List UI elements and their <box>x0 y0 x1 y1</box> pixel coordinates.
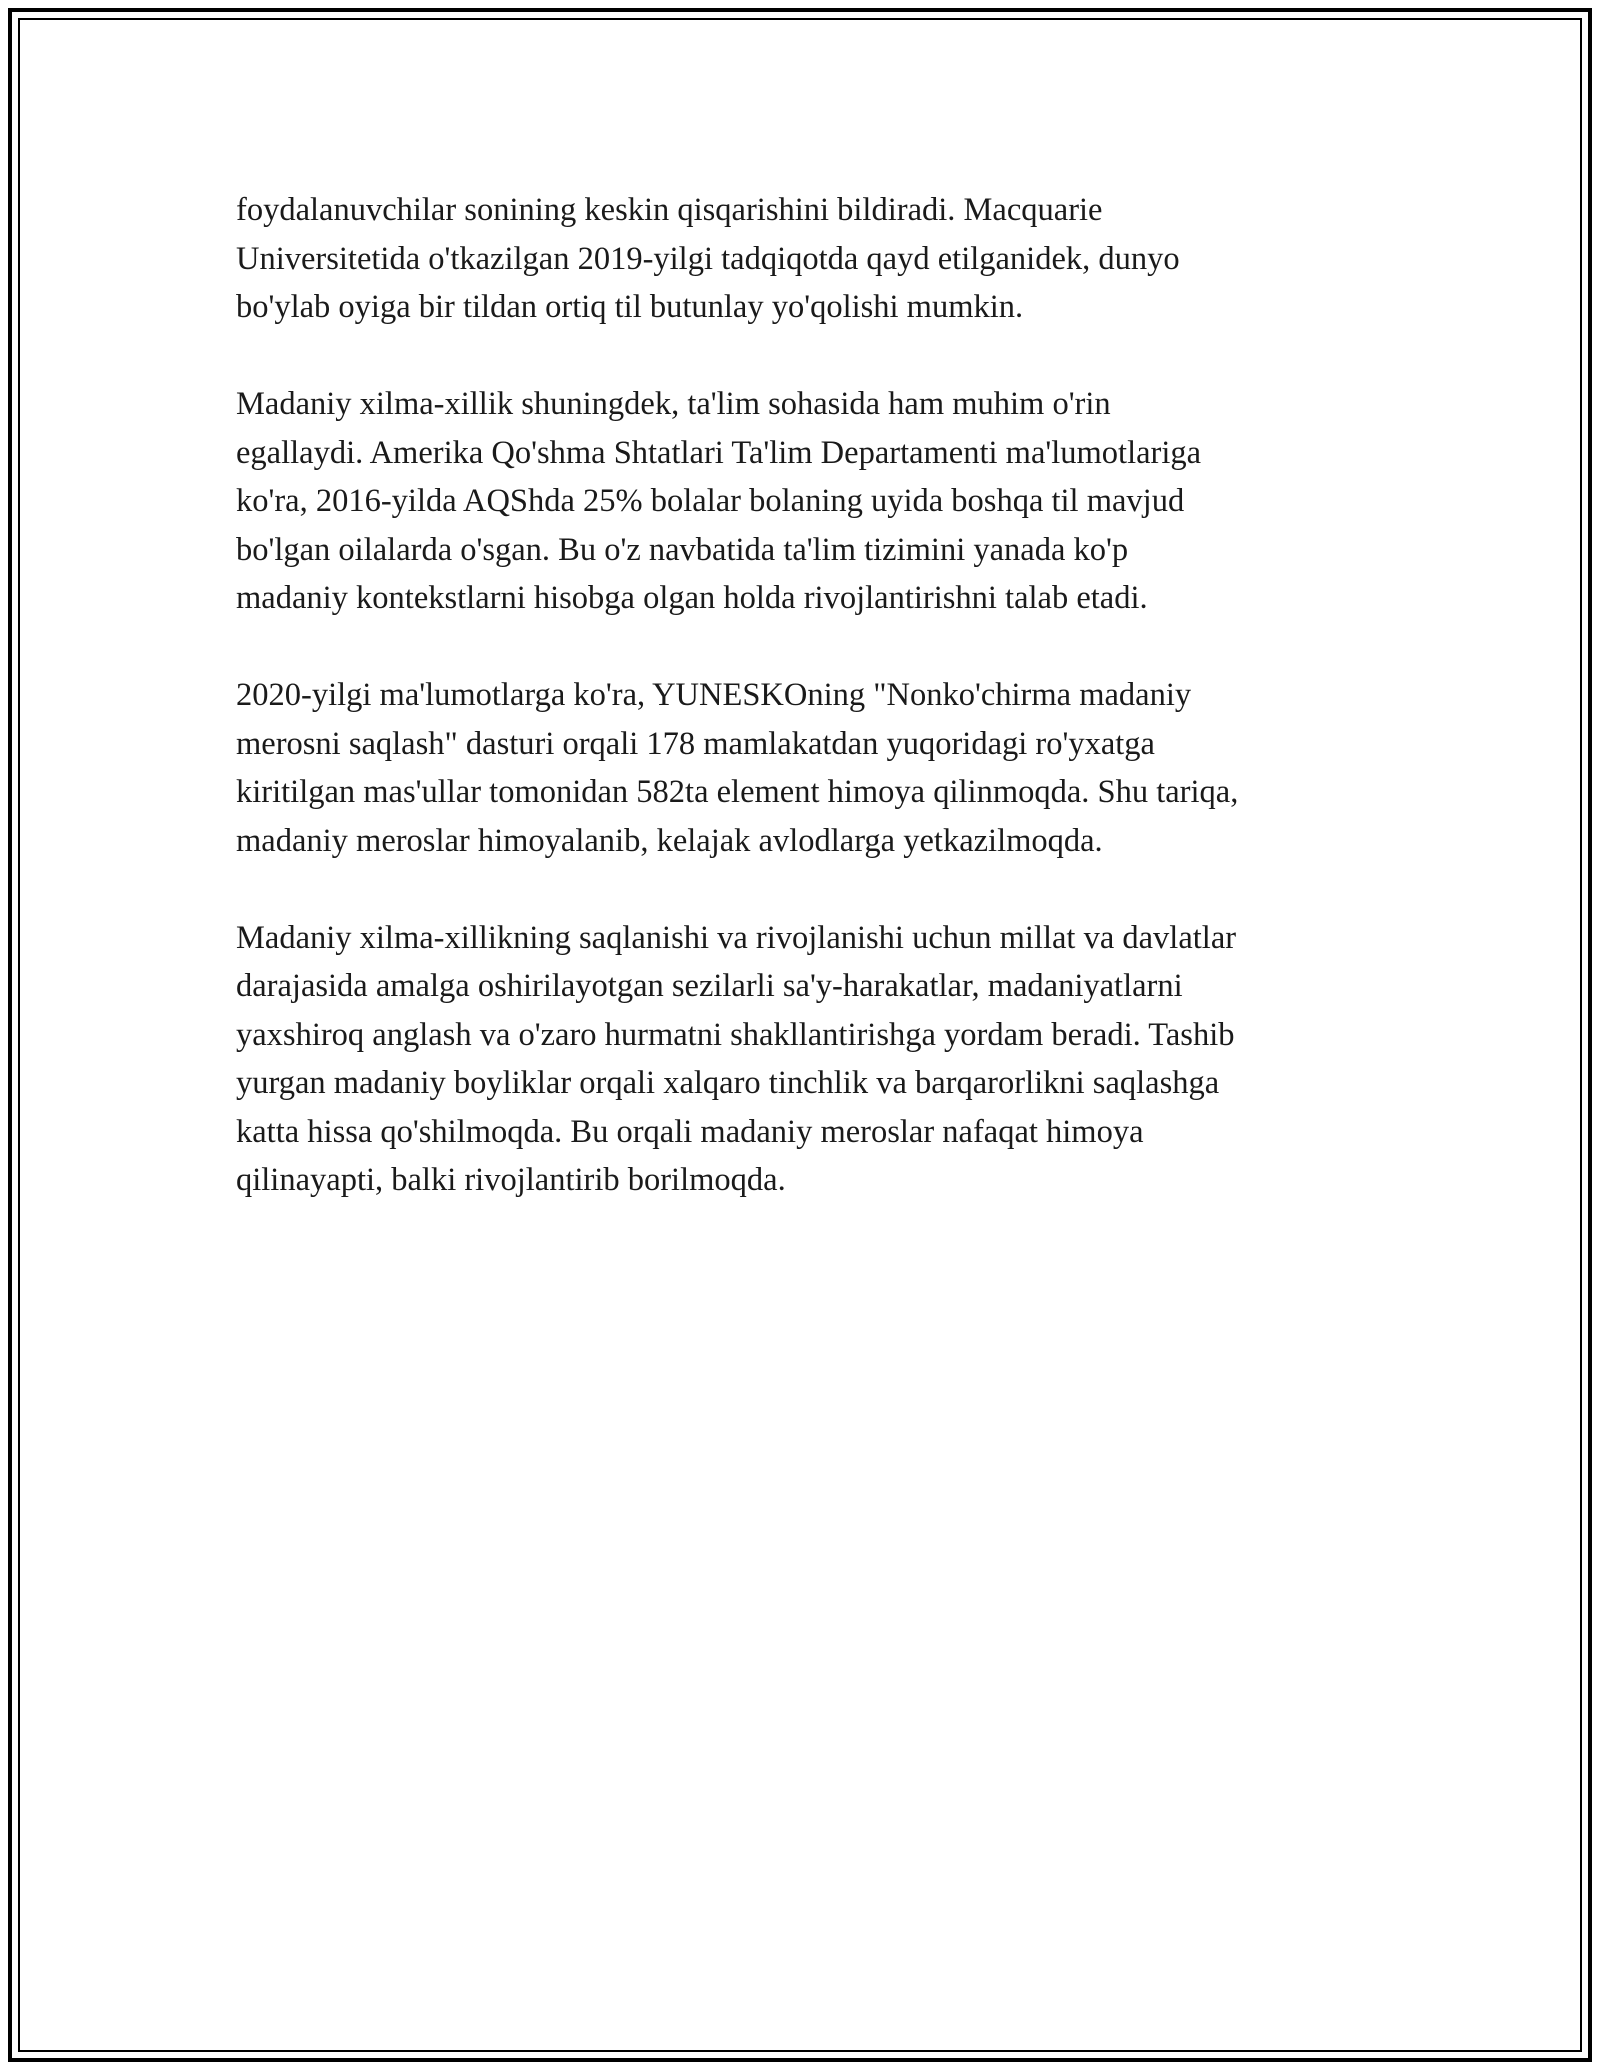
paragraph: 2020-yilgi ma'lumotlarga ko'ra, YUNESKOning "Nonko'chirma madaniy merosni saqlash" dasturi orqali 178 mamlakatdan yuqoridagi ro'yxatga kiritilgan mas'ullar tomonidan 582ta element himoya qilinmoqda. Shu tariqa, madaniy meroslar himoyalanib, kelajak avlodlarga yetkazilmoqda. <box>236 677 1239 859</box>
document-body <box>236 186 1406 1253</box>
paragraph: Madaniy xilma-xillikning saqlanishi va rivojlanishi uchun millat va davlatlar darajasida amalga oshirilayotgan sezilarli sa'y-harakatlar, madaniyatlarni yaxshiroq anglash va o'zaro hurmatni shakllantirishga yordam beradi. Tashib yurgan madaniy boyliklar orqali xalqaro tinchlik va barqarorlikni saqlashga katta hissa qo'shilmoqda. Bu orqali madaniy meroslar nafaqat himoya qilinayapti, balki rivojlantirib borilmoqda. <box>236 919 1237 1198</box>
paragraph: foydalanuvchilar sonining keskin qisqarishini bildiradi. Macquarie Universitetida o'tkazilgan 2019-yilgi tadqiqotda qayd etilganidek, dunyo bo'ylab oyiga bir tildan ortiq til butunlay yo'qolishi mumkin. <box>236 192 1180 325</box>
paragraph: Madaniy xilma-xillik shuningdek, ta'lim sohasida ham muhim o'rin egallaydi. Amerika Qo'shma Shtatlari Ta'lim Departamenti ma'lumotlariga ko'ra, 2016-yilda AQShda 25% bolalar bolaning uyida boshqa til mavjud bo'lgan oilalarda o'sgan. Bu o'z navbatida ta'lim tizimini yanada ko'p madaniy kontekstlarni hisobga olgan holda rivojlantirishni talab etadi. <box>236 386 1202 616</box>
